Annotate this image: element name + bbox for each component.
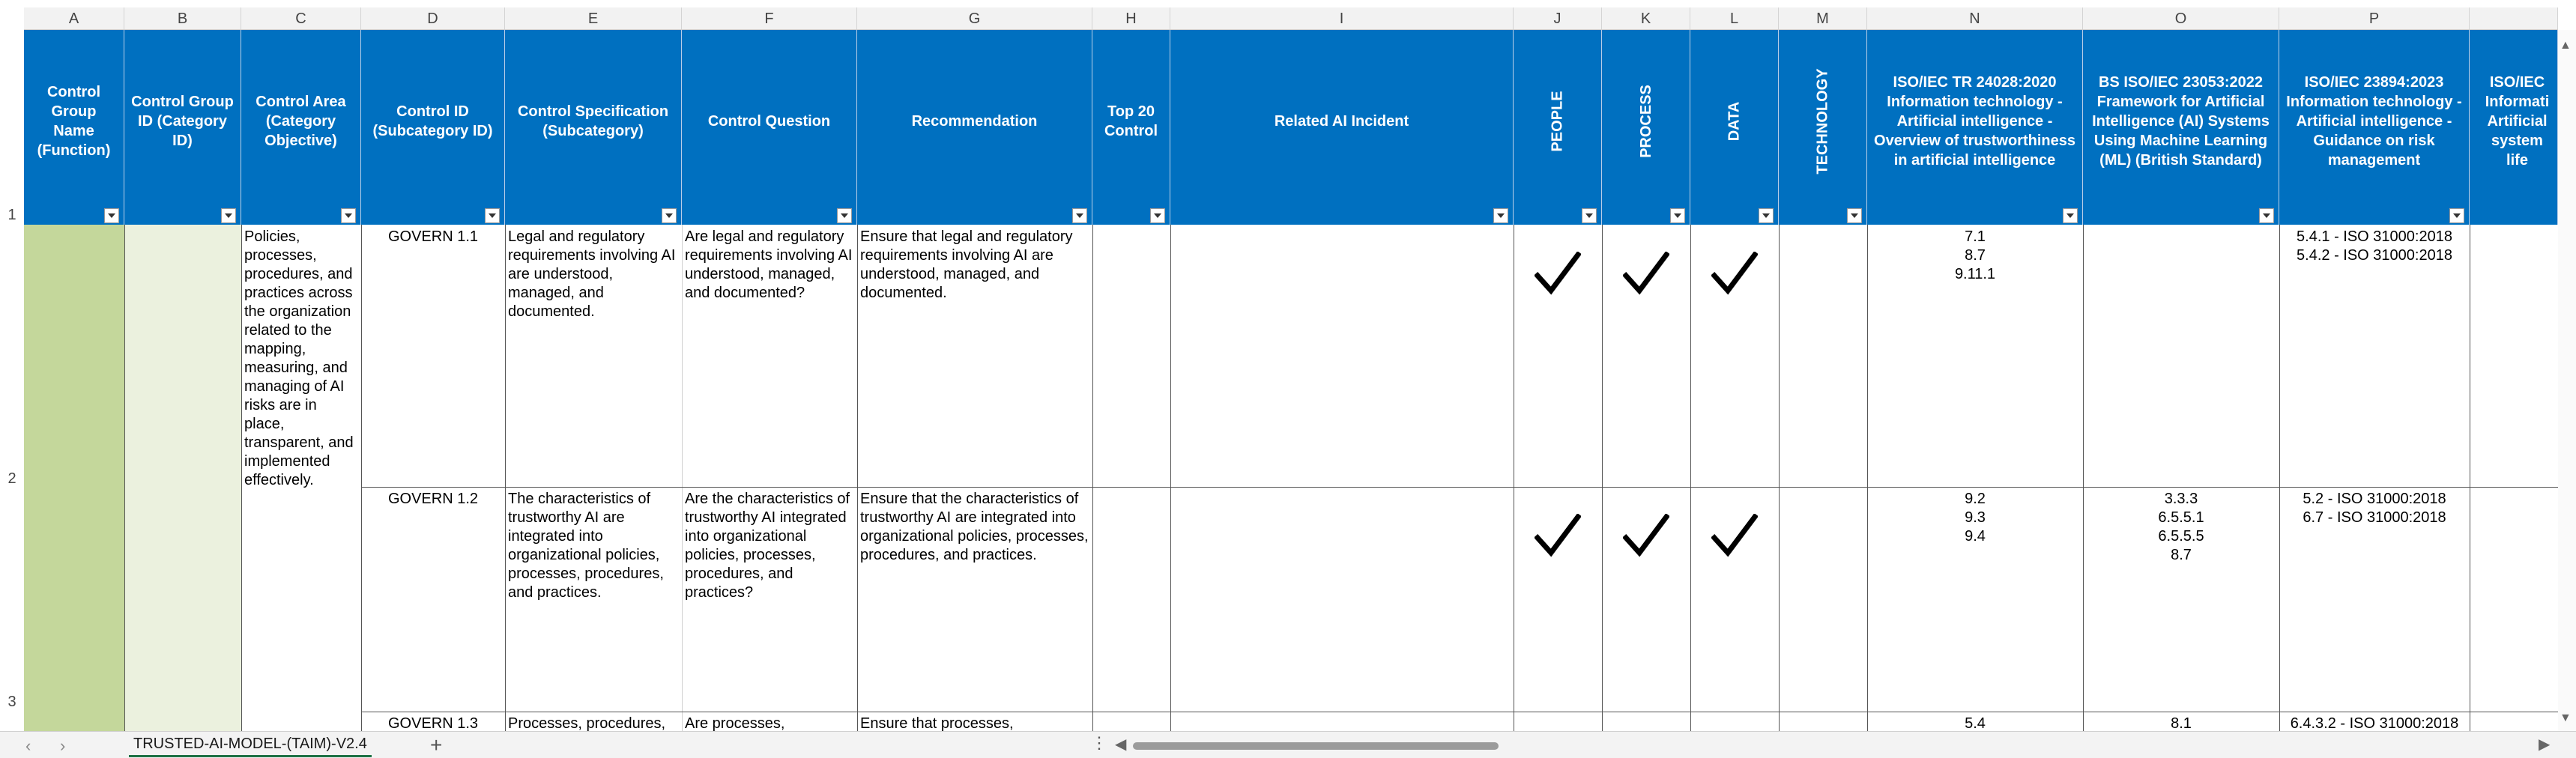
column-header-f[interactable]: F [682, 7, 857, 30]
cell-control-specification[interactable]: Processes, procedures, [508, 715, 666, 731]
cell-iso-23053[interactable]: 8.1 [2171, 715, 2192, 731]
filter-dropdown-icon[interactable] [221, 208, 236, 223]
chevron-left-icon[interactable]: ‹ [25, 736, 31, 755]
header-data[interactable] [1690, 30, 1779, 225]
cell-recommendation[interactable]: Ensure that legal and regulatory requirements involving AI are understood, managed, and documented. [860, 228, 1077, 301]
cell-control-area[interactable]: Policies, processes, procedures, and practices across the organization related to the mapping, measuring, and managing of AI risks are in place, transparent, and implemented effectively. [244, 228, 358, 488]
scroll-up-icon[interactable]: ▲ [2560, 39, 2572, 52]
column-header-q[interactable] [2470, 7, 2558, 30]
cell-iso-23894[interactable]: 6.4.3.2 - ISO 31000:2018 [2290, 715, 2459, 731]
check-mark-icon [1711, 252, 1758, 295]
grid-line [361, 225, 362, 731]
grid-line [124, 225, 125, 731]
header-people[interactable] [1514, 30, 1602, 225]
cell-recommendation[interactable]: Ensure that processes, [860, 715, 1014, 731]
filter-dropdown-icon[interactable] [2063, 208, 2078, 223]
header-control-group-id[interactable] [124, 30, 241, 225]
filter-dropdown-icon[interactable] [2449, 208, 2464, 223]
header-label: Control Specification (Subcategory) [517, 103, 669, 139]
header-iso-23053[interactable] [2083, 30, 2279, 225]
cell-control-specification[interactable]: The characteristics of trustworthy AI are integrated into organizational policies, processes, procedures, and practices. [508, 491, 668, 601]
vertical-scrollbar[interactable] [2558, 30, 2576, 731]
column-header-e[interactable]: E [505, 7, 682, 30]
filter-dropdown-icon[interactable] [1670, 208, 1685, 223]
cell-iso-23894[interactable]: 5.4.1 - ISO 31000:2018 5.4.2 - ISO 31000:2018 [2297, 228, 2452, 264]
cell-iso-23053[interactable]: 3.3.3 6.5.5.1 6.5.5.5 8.7 [2158, 491, 2204, 563]
filter-dropdown-icon[interactable] [1072, 208, 1087, 223]
header-iso-24028[interactable] [1867, 30, 2083, 225]
column-header-n[interactable]: N [1867, 7, 2083, 30]
header-label: Top 20 Control [1104, 103, 1158, 139]
row-number-3[interactable]: 3 [7, 694, 16, 710]
horizontal-scrollbar-thumb[interactable] [1133, 742, 1499, 750]
scroll-left-icon[interactable]: ◀ [1115, 736, 1127, 753]
column-header-d[interactable]: D [361, 7, 505, 30]
cell-iso-24028[interactable]: 9.2 9.3 9.4 [1965, 491, 1986, 545]
cell-control-id[interactable]: GOVERN 1.3 [387, 715, 479, 731]
filter-dropdown-icon[interactable] [1150, 208, 1165, 223]
header-process[interactable] [1602, 30, 1690, 225]
cell-iso-24028[interactable]: 5.4 [1965, 715, 1986, 731]
add-sheet-button[interactable]: + [430, 733, 443, 757]
row-number-2[interactable]: 2 [7, 470, 16, 487]
filter-dropdown-icon[interactable] [837, 208, 852, 223]
header-label: Control Group ID (Category ID) [131, 94, 234, 149]
header-control-area[interactable] [241, 30, 361, 225]
header-label: ISO/IEC 23894:2023 Information technology - Artificial intelligence - Guidance on risk management [2286, 74, 2462, 169]
check-mark-icon [1623, 514, 1669, 557]
header-control-question[interactable] [682, 30, 857, 225]
column-header-m[interactable]: M [1779, 7, 1867, 30]
grid-line [2083, 225, 2084, 731]
cell-iso-23894[interactable]: 5.2 - ISO 31000:2018 6.7 - ISO 31000:2018 [2303, 491, 2446, 526]
more-options-icon[interactable]: ⋮ [1091, 733, 1107, 752]
grid-line [1092, 225, 1093, 731]
header-label: Control Question [707, 113, 831, 130]
header-label: ISO/IEC TR 24028:2020 Information technology - Artificial intelligence - Overview of trustworthiness in artificial intelligence [1874, 74, 2075, 169]
header-label: Control ID (Subcategory ID) [372, 103, 493, 139]
header-label: Related AI Incident [1274, 113, 1409, 130]
header-label: PROCESS [1637, 85, 1654, 158]
cell-recommendation[interactable]: Ensure that the characteristics of trustworthy AI are integrated into organizational policies, processes, procedures, and practices. [860, 491, 1093, 563]
header-label: PEOPLE [1549, 91, 1566, 152]
cell-control-id[interactable]: GOVERN 1.2 [387, 491, 479, 507]
filter-dropdown-icon[interactable] [1493, 208, 1508, 223]
row-number-1[interactable]: 1 [7, 207, 16, 223]
cell-control-question[interactable]: Are processes, [685, 715, 785, 731]
filter-dropdown-icon[interactable] [2259, 208, 2274, 223]
cell-iso-23053[interactable] [2083, 225, 2279, 231]
check-mark-icon [1535, 514, 1581, 557]
header-label: TECHNOLOGY [1814, 68, 1831, 175]
cell-fill-a[interactable] [24, 225, 124, 731]
header-related-ai-incident[interactable] [1170, 30, 1514, 225]
header-label: BS ISO/IEC 23053:2022 Framework for Artificial Intelligence (AI) Systems Using Machine Learning (ML) (British Standard) [2092, 74, 2270, 169]
header-label: ISO/IEC Informati Artificial system life [2485, 74, 2550, 169]
scroll-down-icon[interactable]: ▼ [2560, 712, 2572, 724]
filter-dropdown-icon[interactable] [341, 208, 356, 223]
filter-dropdown-icon[interactable] [104, 208, 119, 223]
column-header-h[interactable]: H [1092, 7, 1170, 30]
header-control-specification[interactable] [505, 30, 682, 225]
filter-dropdown-icon[interactable] [1582, 208, 1597, 223]
cell-control-question[interactable]: Are legal and regulatory requirements involving AI understood, managed, and documented? [685, 228, 857, 301]
header-label: Recommendation [911, 113, 1038, 130]
cell-control-specification[interactable]: Legal and regulatory requirements involving AI are understood, managed, and documented. [508, 228, 680, 320]
sheet-tab-active[interactable]: TRUSTED-AI-MODEL-(TAIM)-V2.4 [129, 732, 372, 757]
filter-dropdown-icon[interactable] [662, 208, 677, 223]
column-header-j[interactable]: J [1514, 7, 1602, 30]
filter-dropdown-icon[interactable] [485, 208, 500, 223]
header-control-group-name[interactable] [24, 30, 124, 225]
cell-iso-24028[interactable]: 7.1 8.7 9.11.1 [1954, 228, 1996, 282]
check-mark-icon [1623, 252, 1669, 295]
cell-fill-b[interactable] [124, 225, 241, 731]
column-header-l[interactable]: L [1690, 7, 1779, 30]
header-iso-life-cycle[interactable] [2470, 30, 2558, 225]
scroll-right-icon[interactable]: ▶ [2539, 736, 2551, 753]
header-label: Control Group Name (Function) [37, 84, 111, 159]
filter-dropdown-icon[interactable] [1847, 208, 1862, 223]
column-header-b[interactable]: B [124, 7, 241, 30]
column-header-c[interactable]: C [241, 7, 361, 30]
grid-line [2279, 225, 2280, 731]
filter-dropdown-icon[interactable] [1759, 208, 1774, 223]
grid-line [1170, 225, 1171, 731]
column-header-i[interactable]: I [1170, 7, 1514, 30]
header-label: DATA [1726, 101, 1743, 142]
column-header-p[interactable]: P [2279, 7, 2470, 30]
header-control-id[interactable] [361, 30, 505, 225]
grid-line [1690, 225, 1691, 731]
grid-line [1779, 225, 1780, 731]
header-recommendation[interactable] [857, 30, 1092, 225]
column-header-o[interactable]: O [2083, 7, 2279, 30]
grid-line [1867, 225, 1868, 731]
header-label: Control Area (Category Objective) [256, 94, 346, 149]
cell-control-question[interactable]: Are the characteristics of trustworthy AI integrated into organizational policies, processes, procedures, and practices? [685, 491, 854, 601]
cell-control-id[interactable]: GOVERN 1.1 [387, 228, 479, 245]
check-mark-icon [1711, 514, 1758, 557]
check-mark-icon [1535, 252, 1581, 295]
grid-line [1602, 225, 1603, 731]
header-iso-23894[interactable] [2279, 30, 2470, 225]
column-header-k[interactable]: K [1602, 7, 1690, 30]
sheet-tab-bar [0, 731, 2576, 758]
header-technology[interactable] [1779, 30, 1867, 225]
column-header-g[interactable]: G [857, 7, 1092, 30]
column-header-a[interactable]: A [24, 7, 124, 30]
chevron-right-icon[interactable]: › [60, 736, 66, 755]
header-top-20-control[interactable] [1092, 30, 1170, 225]
